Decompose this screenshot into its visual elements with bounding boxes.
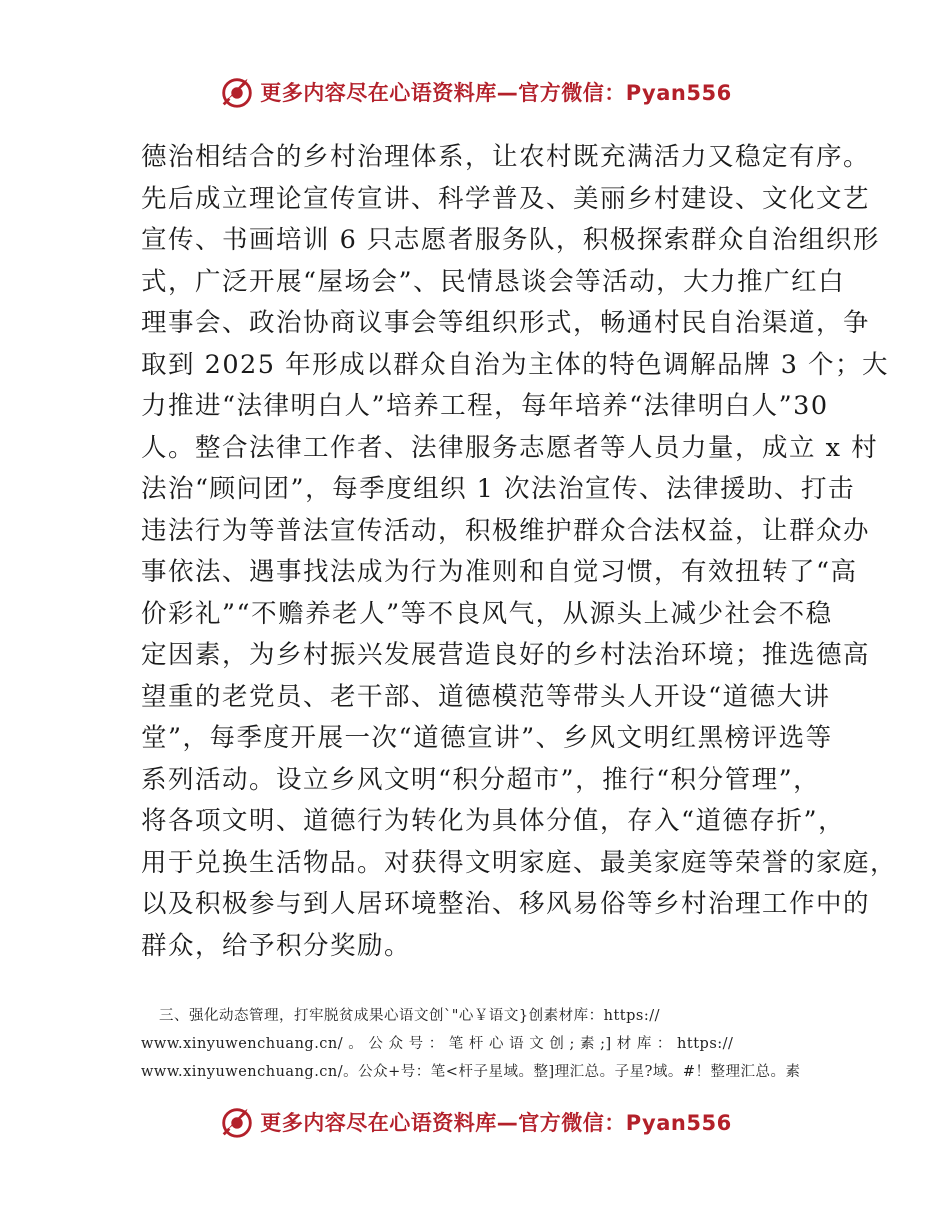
text-line: 式，广泛开展“屋场会”、民情恳谈会等活动，大力推广红白 [141,266,846,297]
small-text-line: www.xinyuwenchuang.cn/ 。 公 众 号 ： 笔 杆 心 语 文 创 ; 素 ;] 材 库 ： https:// [141,1036,734,1052]
small-text-line: www.xinyuwenchuang.cn/。公众+号：笔<杆子星域。整]理汇总。子星?域。#！整理汇总。素 [141,1064,801,1080]
text-line: 堂”，每季度开展一次“道德宣讲”、乡风文明红黑榜评选等 [141,723,833,753]
text-line: 价彩礼”“不赡养老人”等不良风气，从源头上减少社会不稳 [141,598,833,629]
text-line: 力推进“法律明白人”培养工程，每年培养“法律明白人”30 [141,391,829,421]
header-banner-text: 更多内容尽在心语资料库—官方微信：Pyan556 [260,81,732,105]
text-line: 德治相结合的乡村治理体系，让农村既充满活力又稳定有序。 [141,142,871,172]
main-body-text [141,137,898,967]
pen-logo-icon [218,73,256,111]
text-line: 系列活动。设立乡风文明“积分超市”，推行“积分管理”， [141,764,821,795]
text-line: 望重的老党员、老干部、道德模范等带头人开设“道德大讲 [141,681,831,712]
footer-banner [0,1100,950,1144]
text-line: 定因素，为乡村振兴发展营造良好的乡村法治环境；推选德高 [141,640,871,670]
text-line: 取到 2025 年形成以群众自治为主体的特色调解品牌 3 个；大 [141,349,890,380]
text-line: 用于兑换生活物品。对获得文明家庭、最美家庭等荣誉的家庭， [141,847,898,878]
text-line: 宣传、书画培训 6 只志愿者服务队，积极探索群众自治组织形 [141,225,880,255]
text-line: 群众，给予积分奖励。 [141,930,412,961]
header-banner [0,70,950,114]
text-line: 理事会、政治协商议事会等组织形式，畅通村民自治渠道，争 [141,308,871,338]
text-line: 违法行为等普法宣传活动，积极维护群众合法权益，让群众办 [141,515,871,546]
text-line: 法治“顾问团”，每季度组织 1 次法治宣传、法律援助、打击 [141,474,856,504]
pen-logo-icon [218,1103,256,1141]
section-heading-watermark-text [141,1002,813,1086]
small-text-line: 三、强化动态管理，打牢脱贫成果心语文创`"心￥语文}创素材库：https:// [159,1008,661,1024]
text-line: 以及积极参与到人居环境整治、移风易俗等乡村治理工作中的 [141,889,871,919]
footer-banner-text: 更多内容尽在心语资料库—官方微信：Pyan556 [260,1111,732,1135]
text-line: 人。整合法律工作者、法律服务志愿者等人员力量，成立 x 村 [141,432,879,463]
text-line: 先后成立理论宣传宣讲、科学普及、美丽乡村建设、文化文艺 [141,183,871,214]
text-line: 将各项文明、道德行为转化为具体分值，存入“道德存折”， [141,806,846,836]
text-line: 事依法、遇事找法成为行为准则和自觉习惯，有效扭转了“高 [141,557,858,587]
